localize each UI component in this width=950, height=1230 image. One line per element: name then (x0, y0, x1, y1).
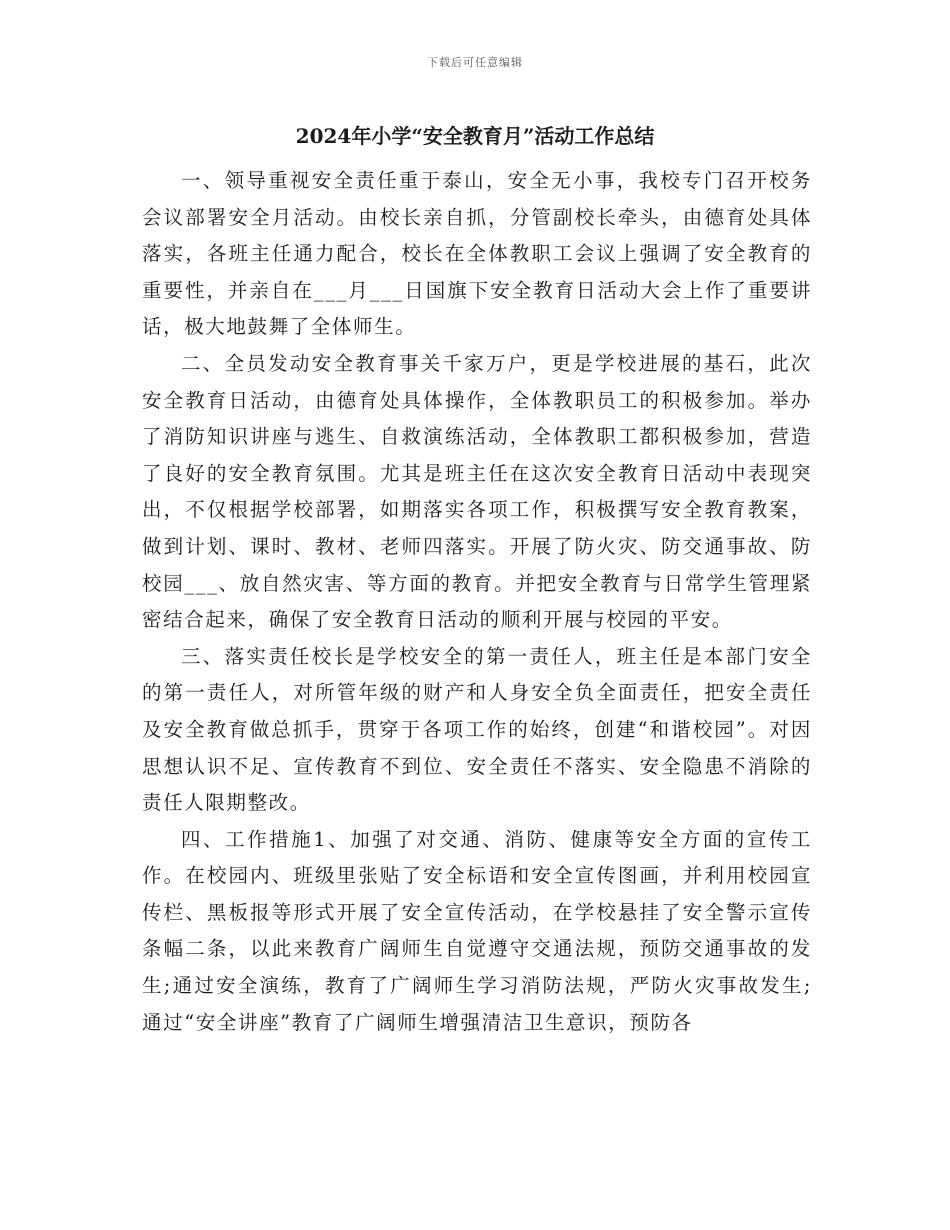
page-header-note: 下载后可任意编辑 (427, 56, 523, 69)
paragraph-measures: 四、工作措施1、加强了对交通、消防、健康等安全方面的宣传工作。在校园内、班级里张贴了安全标语和安全宣传图画，并利用校园宣传栏、黑板报等形式开展了安全宣传活动，在学校悬挂了安全警示宣传条幅二条，以此来教育广阔师生自觉遵守交通法规，预防交通事故的发生;通过安全演练，教育了广阔师生学习消防法规，严防火灾事故发生;通过“安全讲座”教育了广阔师生增强清洁卫生意识，预防各 (142, 827, 812, 1034)
document-title: 2024年小学“安全教育月”活动工作总结 (295, 124, 655, 148)
paragraph-mobilization: 二、全员发动安全教育事关千家万户，更是学校进展的基石，此次安全教育日活动，由德育处具体操作，全体教职员工的积极参加。举办了消防知识讲座与逃生、自救演练活动，全体教职工都积极参加，营造了良好的安全教育氛围。尤其是班主任在这次安全教育日活动中表现突出，不仅根据学校部署，如期落实各项工作，积极撰写安全教育教案，做到计划、课时、教材、老师四落实。开展了防火灾、防交通事故、防校园___、放自然灾害、等方面的教育。并把安全教育与日常学生管理紧密结合起来，确保了安全教育日活动的顺利开展与校园的平安。 (142, 351, 812, 632)
document-body (142, 163, 812, 1041)
paragraph-leadership: 一、领导重视安全责任重于泰山，安全无小事，我校专门召开校务会议部署安全月活动。由校长亲自抓，分管副校长牵头，由德育处具体落实，各班主任通力配合，校长在全体教职工会议上强调了安全教育的重要性，并亲自在___月___日国旗下安全教育日活动大会上作了重要讲话，极大地鼓舞了全体师生。 (142, 169, 812, 339)
paragraph-responsibility: 三、落实责任校长是学校安全的第一责任人，班主任是本部门安全的第一责任人，对所管年级的财产和人身安全负全面责任，把安全责任及安全教育做总抓手，贯穿于各项工作的始终，创建“和谐校园”。对因思想认识不足、宣传教育不到位、安全责任不落实、安全隐患不消除的责任人限期整改。 (142, 644, 812, 815)
